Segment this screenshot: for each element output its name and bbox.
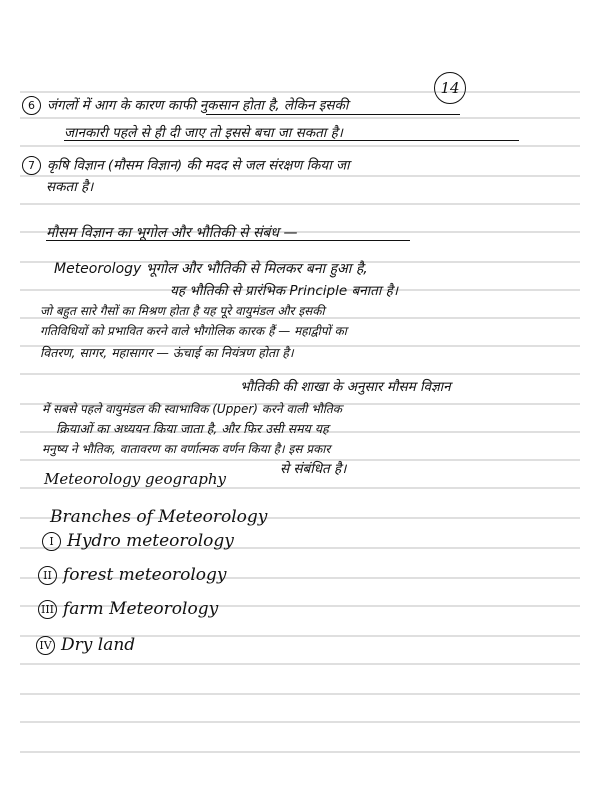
branch-number: IV [36,636,55,655]
branch-item-1 [42,532,234,551]
para1-line-1: Meteorology भूगोल और भौतिकी से मिलकर बना हुआ है, [54,261,368,277]
branch-item-2 [38,566,227,585]
branch-item-4 [36,636,135,655]
point-number-seven: 7 [22,156,41,175]
branch-label: forest meteorology [63,565,227,585]
point-seven-text-1: कृषि विज्ञान (मौसम विज्ञान) की मदद से जल संरक्षण किया जा [47,157,350,174]
branch-label: Dry land [61,635,136,655]
para2-line-4: मनुष्य ने भौतिक, वातावरण का वर्णात्मक वर्णन किया है। इस प्रकार [42,442,331,456]
branch-label: Hydro meteorology [67,531,234,551]
branch-number: II [38,566,57,585]
point-six-text-1: जंगलों में आग के कारण काफी नुकसान होता है, लेकिन इसकी [47,97,349,114]
branch-number: III [38,600,57,619]
para1-line-4: गतिविधियों को प्रभावित करने वाले भौगोलिक कारक हैं — महाद्वीपों का [40,324,347,338]
para1-line-3: जो बहुत सारे गैसों का मिश्रण होता है यह पूरे वायुमंडल और इसकी [40,304,325,318]
underline-mark [206,114,460,115]
point-seven-line-1 [22,156,350,175]
point-number-six: 6 [22,96,41,115]
para1-line-2: यह भौतिकी से प्रारंभिक Principle बनाता है। [170,283,398,299]
branch-item-3 [38,600,218,619]
para2-line-1: भौतिकी की शाखा के अनुसार मौसम विज्ञान [240,379,451,395]
underline-mark [64,140,519,141]
para2-line-6: Meteorology geography [44,470,227,488]
branches-title: Branches of Meteorology [50,507,268,527]
heading-underline [46,240,410,241]
point-seven-text-2: सकता है। [46,179,94,195]
para2-line-3: क्रियाओं का अध्ययन किया जाता है, और फिर उसी समय यह [56,421,329,436]
point-six-line-1 [22,96,348,115]
para1-line-5: वितरण, सागर, महासागर — ऊंचाई का नियंत्रण होता है। [40,345,294,360]
para2-line-2: में सबसे पहले वायुमंडल की स्वाभाविक (Upper) करने वाली भौतिक [42,402,342,416]
section-heading: मौसम विज्ञान का भूगोल और भौतिकी से संबंध — [46,225,298,241]
page-number: 14 [434,72,466,104]
branch-label: farm Meteorology [63,599,219,619]
para2-line-5: से संबंधित है। [280,461,347,477]
point-six-text-2: जानकारी पहले से ही दी जाए तो इससे बचा जा सकता है। [64,125,343,141]
branch-number: I [42,532,61,551]
